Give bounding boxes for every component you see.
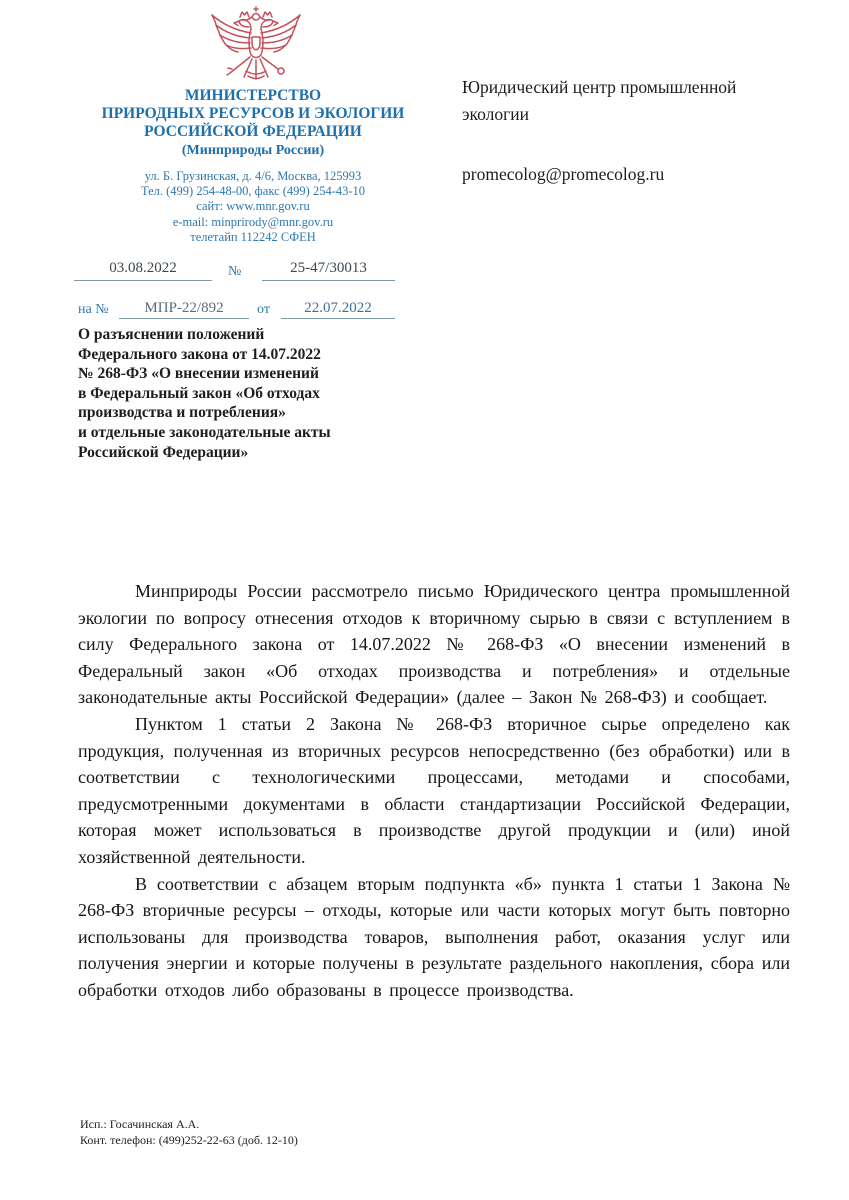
subject-line: № 268-ФЗ «О внесении изменений	[78, 365, 319, 383]
subject-block	[78, 325, 388, 462]
subject-line: Российской Федерации»	[78, 443, 249, 461]
recipient-block	[462, 74, 797, 128]
teletype-line: телетайп 112242 СФЕН	[190, 229, 316, 244]
executor-phone: Конт. телефон: (499)252-22-63 (доб. 12-10)	[80, 1133, 298, 1147]
letter-body	[78, 578, 790, 1004]
date-underline	[74, 280, 212, 281]
ministry-name-line: ПРИРОДНЫХ РЕСУРСОВ И ЭКОЛОГИИ	[101, 105, 405, 122]
executor-name: Исп.: Госачинская А.А.	[80, 1117, 200, 1131]
body-paragraph: Минприроды России рассмотрело письмо Юридического центра промышленной экологии по вопросу отнесения отходов к вторичному сырью в связи с вступлением в силу Федерального закона от 14.07.2022 № 268-ФЗ «О внесении изменений в Федеральный закон «Об отходах производства и потребления» и отдельные законодательные акты Российской Федерации» (далее – Закон № 268-ФЗ) и сообщает.	[78, 581, 790, 708]
recipient-name-line: экологии	[462, 104, 530, 124]
email-line: e-mail: minprirody@mnr.gov.ru	[172, 214, 334, 229]
ministry-short-name: (Минприроды России)	[181, 143, 325, 158]
subject-line: в Федеральный закон «Об отходах	[78, 384, 320, 402]
ministry-name-line: РОССИЙСКОЙ ФЕДЕРАЦИИ	[144, 123, 362, 140]
letter-number: 25-47/30013	[290, 260, 367, 276]
ministry-name-block	[75, 86, 431, 160]
executor-block	[80, 1116, 500, 1148]
subject-line: О разъяснении положений	[78, 326, 265, 343]
reply-to-label: на №	[78, 302, 109, 317]
ministry-contact-block	[75, 169, 431, 245]
incoming-number-underline	[119, 318, 249, 319]
phone-line: Тел. (499) 254-48-00, факс (499) 254-43-10	[140, 184, 366, 199]
number-underline	[262, 280, 395, 281]
ministry-name-line: МИНИСТЕРСТВО	[184, 87, 322, 104]
incoming-number: МПР-22/892	[144, 300, 224, 316]
body-paragraph: Пунктом 1 статьи 2 Закона № 268-ФЗ вторичное сырье определено как продукция, полученная из вторичных ресурсов непосредственно (без обработки) или в соответствии с технологическими процессами, методами и способами, предусмотренными документами в области стандартизации Российской Федерации, которая может использоваться в производстве другой продукции и (или) иной хозяйственной деятельности.	[78, 713, 790, 867]
website-line: сайт: www.mnr.gov.ru	[196, 199, 310, 214]
body-paragraph: В соответствии с абзацем вторым подпункта «б» пункта 1 статьи 1 Закона № 268-ФЗ вторичные ресурсы – отходы, которые или части которых могут быть повторно использованы для производства товаров, выполнения работ, оказания услуг или получения энергии и которые получены в результате раздельного накопления, сбора или обработки отходов либо образованы в процессе производства.	[78, 873, 790, 1000]
incoming-date: 22.07.2022	[304, 300, 372, 316]
subject-line: производства и потребления»	[78, 404, 286, 422]
from-label: от	[257, 302, 270, 317]
incoming-date-underline	[281, 318, 395, 319]
recipient-email: promecolog@promecolog.ru	[462, 164, 665, 184]
russia-coat-of-arms-icon	[206, 5, 306, 89]
subject-line: Федерального закона от 14.07.2022	[78, 345, 321, 363]
number-sign-label: №	[228, 264, 242, 279]
recipient-name-line: Юридический центр промышленной	[462, 77, 737, 97]
subject-line: и отдельные законодательные акты	[78, 423, 331, 441]
address-line: ул. Б. Грузинская, д. 4/6, Москва, 125993	[144, 169, 362, 183]
letter-date: 03.08.2022	[109, 260, 177, 276]
